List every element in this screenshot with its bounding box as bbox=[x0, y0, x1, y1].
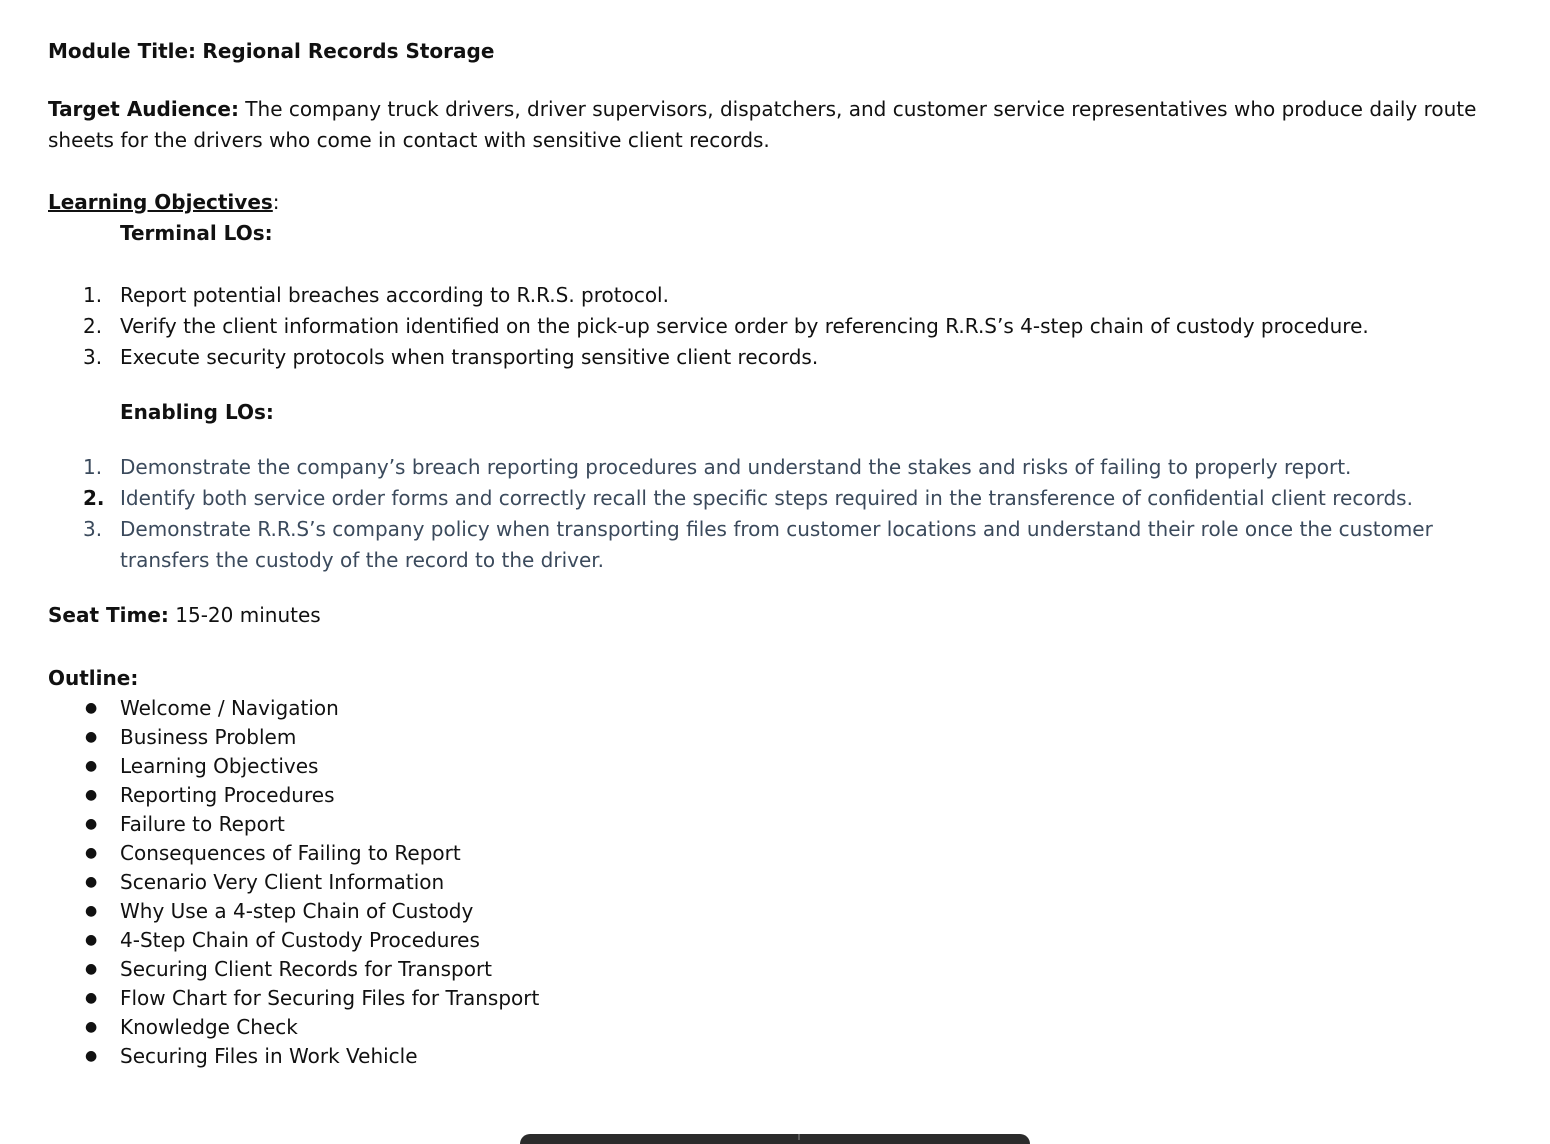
target-audience bbox=[48, 94, 1528, 156]
outline-heading: Outline: bbox=[48, 666, 139, 690]
list-number: 3. bbox=[83, 345, 103, 369]
bottom-toolbar-divider bbox=[798, 1134, 800, 1140]
bullet-icon: ● bbox=[85, 787, 98, 803]
learning-objectives-label: Learning Objectives bbox=[48, 190, 273, 214]
list-item bbox=[48, 694, 1528, 723]
seat-time-value: 15-20 minutes bbox=[175, 603, 321, 627]
list-item bbox=[48, 955, 1528, 984]
list-item bbox=[48, 311, 1528, 342]
bullet-icon: ● bbox=[85, 903, 98, 919]
list-text: Identify both service order forms and correctly recall the specific steps required in the transference of confidential client records. bbox=[120, 486, 1413, 510]
list-text: Knowledge Check bbox=[120, 1015, 298, 1039]
bullet-icon: ● bbox=[85, 758, 98, 774]
list-text: Welcome / Navigation bbox=[120, 696, 339, 720]
list-text: Verify the client information identified on the pick-up service order by referencing R.R.S’s 4-step chain of custody procedure. bbox=[120, 314, 1369, 338]
bullet-icon: ● bbox=[85, 700, 98, 716]
bottom-toolbar-tab[interactable] bbox=[520, 1134, 1030, 1144]
module-title bbox=[48, 36, 1528, 67]
list-item bbox=[48, 897, 1528, 926]
bullet-icon: ● bbox=[85, 961, 98, 977]
enabling-los-heading: Enabling LOs: bbox=[120, 400, 274, 424]
enabling-los-list bbox=[48, 452, 1528, 576]
target-audience-label: Target Audience: bbox=[48, 97, 239, 121]
list-item bbox=[48, 752, 1528, 781]
list-text: Learning Objectives bbox=[120, 754, 319, 778]
bullet-icon: ● bbox=[85, 932, 98, 948]
list-item bbox=[48, 810, 1528, 839]
list-item bbox=[48, 926, 1528, 955]
list-item bbox=[48, 483, 1528, 514]
bullet-icon: ● bbox=[85, 845, 98, 861]
list-item bbox=[48, 868, 1528, 897]
bullet-icon: ● bbox=[85, 729, 98, 745]
list-number: 1. bbox=[83, 283, 103, 307]
list-text: Consequences of Failing to Report bbox=[120, 841, 461, 865]
list-text: Securing Client Records for Transport bbox=[120, 957, 493, 981]
list-text: Execute security protocols when transporting sensitive client records. bbox=[120, 345, 819, 369]
list-item bbox=[48, 280, 1528, 311]
list-item bbox=[48, 839, 1528, 868]
seat-time bbox=[48, 600, 1528, 631]
outline-list bbox=[48, 694, 1528, 1071]
list-item bbox=[48, 452, 1528, 483]
list-number: 1. bbox=[83, 455, 103, 479]
bullet-icon: ● bbox=[85, 1019, 98, 1035]
list-text: Flow Chart for Securing Files for Transport bbox=[120, 986, 540, 1010]
bullet-icon: ● bbox=[85, 874, 98, 890]
list-text: Demonstrate R.R.S’s company policy when transporting files from customer locations and understand their role once the customer transfers the custody of the record to the driver. bbox=[120, 517, 1433, 572]
list-item bbox=[48, 1013, 1528, 1042]
module-title-value: Regional Records Storage bbox=[202, 39, 495, 63]
learning-objectives-heading bbox=[48, 187, 1528, 218]
list-text: Scenario Very Client Information bbox=[120, 870, 445, 894]
document-body bbox=[48, 36, 1528, 1071]
list-item bbox=[48, 723, 1528, 752]
list-text: Demonstrate the company’s breach reporting procedures and understand the stakes and risks of failing to properly report. bbox=[120, 455, 1352, 479]
list-text: Reporting Procedures bbox=[120, 783, 335, 807]
list-item bbox=[48, 342, 1528, 373]
module-title-label: Module Title: bbox=[48, 39, 197, 63]
list-item bbox=[48, 984, 1528, 1013]
terminal-los-list bbox=[48, 280, 1528, 373]
list-text: 4-Step Chain of Custody Procedures bbox=[120, 928, 480, 952]
list-item bbox=[48, 1042, 1528, 1071]
list-item bbox=[48, 781, 1528, 810]
list-text: Securing Files in Work Vehicle bbox=[120, 1044, 418, 1068]
bullet-icon: ● bbox=[85, 1048, 98, 1064]
list-text: Business Problem bbox=[120, 725, 297, 749]
list-number: 2. bbox=[83, 314, 103, 338]
list-text: Report potential breaches according to R.R.S. protocol. bbox=[120, 283, 669, 307]
bullet-icon: ● bbox=[85, 816, 98, 832]
list-text: Failure to Report bbox=[120, 812, 285, 836]
seat-time-label: Seat Time: bbox=[48, 603, 169, 627]
target-audience-text: The company truck drivers, driver supervisors, dispatchers, and customer service representatives who produce daily route sheets for the drivers who come in contact with sensitive client records. bbox=[48, 97, 1477, 152]
terminal-los-heading: Terminal LOs: bbox=[120, 221, 273, 245]
list-text: Why Use a 4-step Chain of Custody bbox=[120, 899, 474, 923]
bullet-icon: ● bbox=[85, 990, 98, 1006]
list-item bbox=[48, 514, 1528, 576]
list-number: 3. bbox=[83, 517, 103, 541]
learning-objectives-colon: : bbox=[272, 190, 280, 214]
list-number: 2. bbox=[83, 486, 105, 510]
